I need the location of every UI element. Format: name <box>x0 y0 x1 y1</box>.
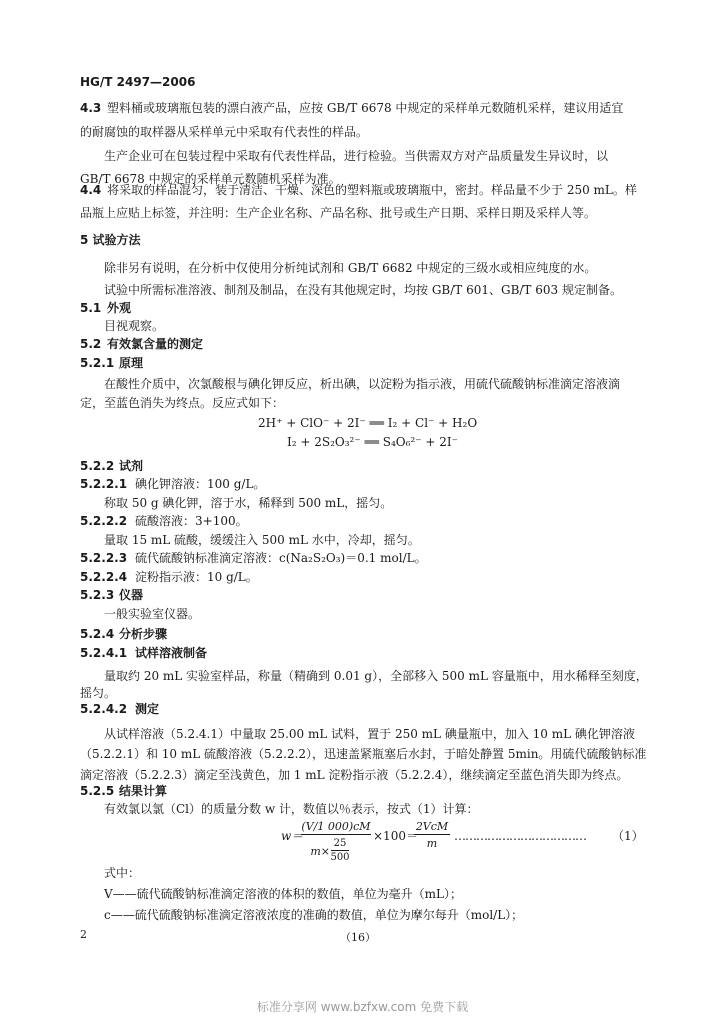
paragraph-line: 量取约 20 mL 实验室样品，称量（精确到 0.01 g），全部移入 500 mL 容量瓶中，用水稀释至刻度， <box>104 669 648 683</box>
paragraph-line: 定，至蓝色消失为终点。反应式如下： <box>80 396 285 410</box>
section-title: 硫代硫酸钠标准滴定溶液：c(Na₂S₂O₃)＝0.1 mol/L。 <box>135 551 427 565</box>
section-number: 5.2.2.2 <box>80 514 128 528</box>
section-title: 试样溶液制备 <box>135 646 208 660</box>
section-title: 结果计算 <box>119 784 168 798</box>
paragraph-line: 从试样溶液（5.2.4.1）中量取 25.00 mL 试料，置于 250 mL 碘量瓶中，加入 10 mL 碘化钾溶液 <box>104 727 635 741</box>
formula-numerator-2: 2VcM <box>415 820 449 833</box>
section-5-2-4 <box>80 627 167 641</box>
reaction-equation: 2H⁺ + ClO⁻ + 2I⁻ ══ I₂ + Cl⁻ + H₂O <box>258 416 478 430</box>
section-title: 碘化钾溶液：100 g/L。 <box>135 477 266 491</box>
paragraph-line: GB/T 6678 中规定的采样单元数随机采样为准。 <box>80 172 341 186</box>
section-number: 5.2.5 <box>80 784 115 798</box>
section-title: 仪器 <box>119 588 144 602</box>
paragraph-line: 滴定溶液（5.2.2.3）滴定至浅黄色，加 1 mL 淀粉指示液（5.2.2.4），继续滴定至蓝色消失即为终点。 <box>80 768 629 782</box>
formula-denominator: m× <box>310 845 330 858</box>
section-title: 分析步骤 <box>119 627 168 641</box>
section-number: 5.2.4.1 <box>80 646 128 660</box>
inner-fraction-denominator: 500 <box>330 852 350 863</box>
formula-leader: ……………………………… <box>454 829 586 843</box>
fraction-bar <box>301 834 371 835</box>
formula-denominator-2: m <box>426 837 438 850</box>
paragraph-line: 一般实验室仪器。 <box>104 607 201 621</box>
definition-v: V——硫代硫酸钠标准滴定溶液的体积的数值，单位为毫升（mL）； <box>104 887 463 901</box>
section-title: 硫酸溶液：3+100。 <box>135 514 248 528</box>
paragraph-line: 生产企业可在包装过程中采取有代表性样品，进行检验。当供需双方对产品质量发生异议时，以 <box>104 149 609 163</box>
paragraph-line: 的耐腐蚀的取样器从采样单元中采取有代表性的样品。 <box>80 125 369 139</box>
section-number: 5.2.2.3 <box>80 551 128 565</box>
section-number: 5.2 <box>80 337 102 351</box>
section-5-2-2-4 <box>80 570 258 584</box>
section-number: 5.1 <box>80 301 102 315</box>
fraction-bar-2 <box>414 834 450 835</box>
section-number: 5.2.1 <box>80 356 115 370</box>
section-number: 5.2.4 <box>80 627 115 641</box>
section-title: 测定 <box>135 702 160 716</box>
formula-label: （1） <box>612 829 644 843</box>
where-label: 式中： <box>104 866 141 880</box>
page-number: 2 <box>80 928 87 941</box>
paragraph-line: 试验中所需标准溶液、制剂及制品，在没有其他规定时，均按 GB/T 601、GB/T 603 规定制备。 <box>104 283 622 297</box>
section-title: 试剂 <box>119 459 144 473</box>
section-5-2-2-3 <box>80 551 427 565</box>
section-title: 有效氯含量的测定 <box>107 337 204 351</box>
section-number: 5.2.2.4 <box>80 570 128 584</box>
paragraph-line: 品瓶上应贴上标签，并注明：生产企业名称、产品名称、批号或生产日期、采样日期及采样人等。 <box>80 206 597 220</box>
paragraph-line: 除非另有说明，在分析中仅使用分析纯试剂和 GB/T 6682 中规定的三级水或相应纯度的水。 <box>104 261 597 275</box>
inner-fraction-numerator: 25 <box>333 838 347 849</box>
definition-c: c——硫代硫酸钠标准滴定溶液浓度的准确的数值，单位为摩尔每升（mol/L）； <box>104 908 524 922</box>
section-number: 5.2.2.1 <box>80 477 128 491</box>
formula-times: ×100＝ <box>373 829 418 843</box>
standard-code: HG/T 2497—2006 <box>80 75 196 89</box>
paragraph-line: 在酸性介质中，次氯酸根与碘化钾反应，析出碘，以淀粉为指示液，用硫代硫酸钠标准滴定溶液滴 <box>104 377 621 391</box>
section-number: 5.2.2 <box>80 459 115 473</box>
formula-lhs: w＝ <box>281 829 304 843</box>
paragraph-line: 将采取的样品混匀，装于清洁、干燥、深色的塑料瓶或玻璃瓶中，密封。样品量不少于 250 mL。样 <box>107 183 637 197</box>
watermark: 标准分享网 www.bzfxw.com 免费下载 <box>256 1000 469 1014</box>
section-title: 淀粉指示液：10 g/L。 <box>135 570 258 584</box>
paragraph-line: 量取 15 mL 硫酸，缓缓注入 500 mL 水中，冷却，摇匀。 <box>104 533 420 547</box>
section-title: 外观 <box>107 301 132 315</box>
paragraph-line: （5.2.2.1）和 10 mL 硫酸溶液（5.2.2.2），迅速盖紧瓶塞后水封，于暗处静置 5min。用硫代硫酸钠标准 <box>80 747 647 761</box>
section-5-2-2 <box>80 459 143 473</box>
section-title: 原理 <box>119 356 144 370</box>
section-5-2 <box>80 337 203 351</box>
paragraph-line: 有效氯以氯（Cl）的质量分数 w 计，数值以％表示，按式（1）计算： <box>104 802 479 816</box>
section-number: 5.2.4.2 <box>80 702 128 716</box>
paragraph-line: 称取 50 g 碘化钾，溶于水，稀释到 500 mL，摇匀。 <box>104 496 393 510</box>
section-number: 4.4 <box>80 183 102 197</box>
formula-numerator: (V/1 000)cM <box>301 820 371 833</box>
paragraph-line: 摇匀。 <box>80 686 117 700</box>
paragraph-line: 目视观察。 <box>104 319 165 333</box>
section-number: 5.2.3 <box>80 588 115 602</box>
section-number: 4.3 <box>80 101 102 115</box>
page-center-number: （16） <box>340 931 376 944</box>
paragraph-line: 塑料桶或玻璃瓶包装的漂白液产品，应按 GB/T 6678 中规定的采样单元数随机采样，建议用适宜 <box>107 101 624 115</box>
reaction-equation: I₂ + 2S₂O₃²⁻ ══ S₄O₆²⁻ + 2I⁻ <box>287 435 458 449</box>
section-heading: 5 试验方法 <box>80 233 141 247</box>
